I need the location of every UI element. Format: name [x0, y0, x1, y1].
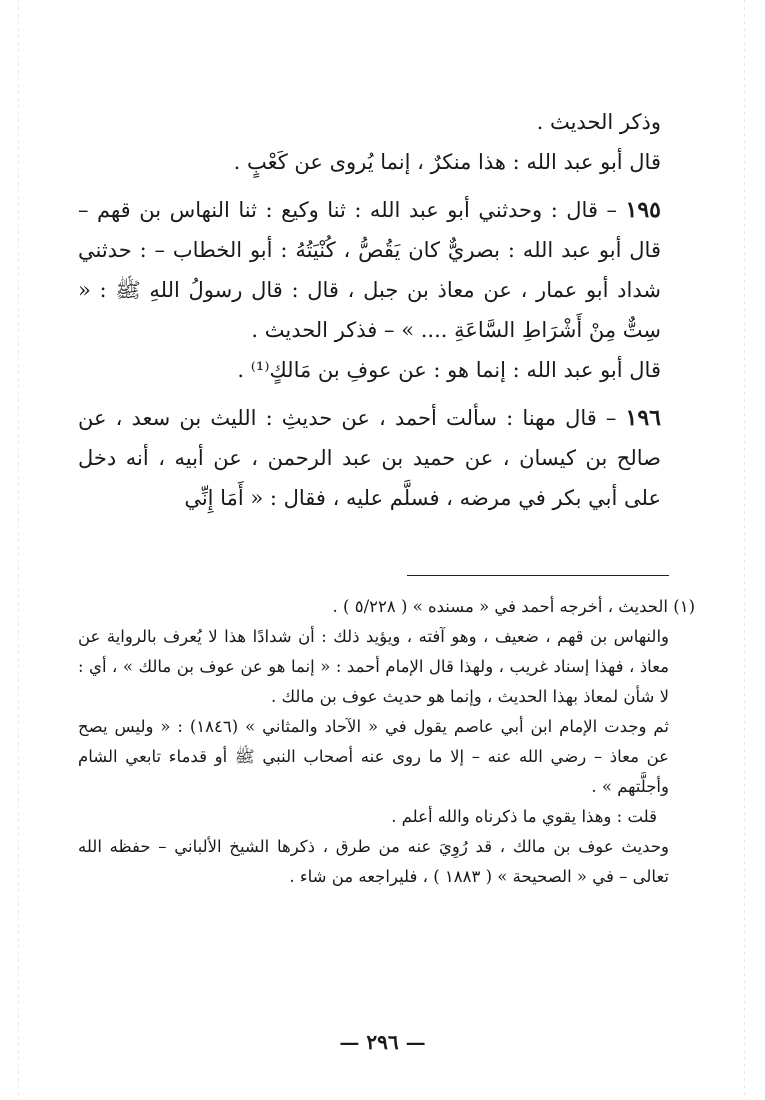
- footnote-para-5: وحديث عوف بن مالك ، قد رُوِيَ عنه من طرق ، ذكرها الشيخ الألباني – حفظه الله تعالى – في « الصحيحة » ( ١٨٨٣ ) ، فليراجعه من شاء .: [78, 837, 669, 886]
- hadith-195-text: – قال : وحدثني أبو عبد الله : ثنا وكيع : ثنا النهاس بن قهم – قال أبو عبد الله : بصريٌّ كان يَقُصُّ ، كُنْيَتُهُ : أبو الخطاب – : حدثني شداد أبو عمار ، عن معاذ بن جبل ، قال : قال رسولُ اللهِ ﷺ : « سِتٌّ مِنْ أَشْرَاطِ السَّاعَةِ .... » – فذكر الحديث .: [78, 198, 661, 342]
- footnote-para-3: ثم وجدت الإمام ابن أبي عاصم يقول في « الآحاد والمثاني » (١٨٤٦) : « وليس يصح عن معاذ – رضي الله عنه – إلا ما روى عنه أصحاب النبي ﷺ أو قدماء تابعي الشام وأجلَّتهم » .: [78, 717, 669, 796]
- scan-edge-left: [18, 0, 19, 1100]
- hadith-195-comment: قال أبو عبد الله : إنما هو : عن عوفِ بن مَالكٍ⁽¹⁾ .: [237, 358, 661, 382]
- main-line-2: قال أبو عبد الله : هذا منكرٌ ، إنما يُروى عن كَعْبٍ .: [233, 150, 661, 174]
- main-text: [78, 102, 695, 518]
- footnote-1: (١) الحديث ، أخرجه أحمد في « مسنده » ( ٥/٢٢٨ ) .: [332, 597, 695, 616]
- footnote-para-4: قلت : وهذا يقوي ما ذكرناه والله أعلم .: [391, 807, 657, 826]
- hadith-195: [78, 190, 695, 350]
- main-line-1: وذكر الحديث .: [536, 110, 661, 134]
- footnotes: [78, 592, 695, 892]
- hadith-number-196: ١٩٦: [625, 405, 661, 431]
- footnote-para-2: والنهاس بن قهم ، ضعيف ، وهو آفته ، ويؤيد ذلك : أن شدادًا هذا لا يُعرف بالرواية عن معاذ ، فهذا إسناد غريب ، ولهذا قال الإمام أحمد : « إنما هو عن عوف بن مالك » ، أي : لا شأن لمعاذ بهذا الحديث ، وإنما هو حديث عوف بن مالك .: [78, 627, 669, 706]
- hadith-number-195: ١٩٥: [625, 197, 661, 223]
- hadith-196-text: – قال مهنا : سألت أحمد ، عن حديثِ : الليث بن سعد ، عن صالح بن كيسان ، عن حميد بن عبد الرحمن ، عن أبيه ، أنه دخل على أبي بكر في مرضه ، فسلَّم عليه ، فقال : « أَمَا إِنِّي: [78, 406, 661, 510]
- footnote-separator: [407, 575, 669, 576]
- scan-edge-right: [744, 0, 745, 1100]
- page-number: — ٢٩٦ —: [339, 1030, 426, 1054]
- hadith-196: [78, 398, 695, 518]
